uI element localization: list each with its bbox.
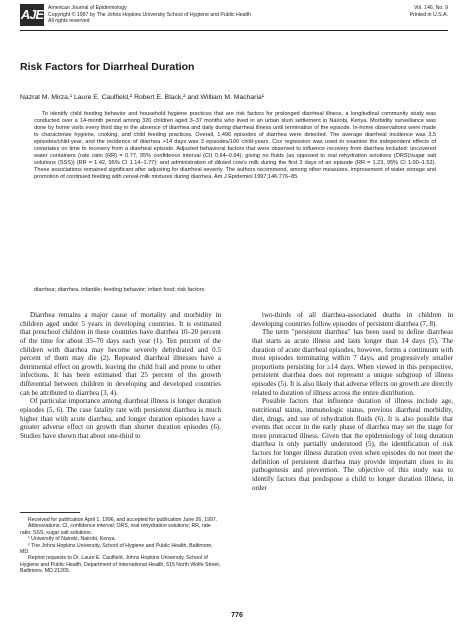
paragraph: two-thirds of all diarrhea-associated deaths in children in developing countries follow episodes of persistent diarrhea (7, 8).	[252, 311, 453, 328]
footnotes	[20, 517, 221, 575]
paragraph: The term "persistent diarrhea" has been used to define diarrheas that starts as acute illness and lasts longer than 14 days (5). The duration of acute diarrheal episodes, however, forms a continuum with most episodes terminating within 7 days, and progressively smaller proportions persisting for ≥14 days. When viewed in this perspective, persistent diarrhea does not represent a unique subgroup of illness episodes (5). It is also likely that adverse effects on growth are directly related to duration of illness across the entire distribution.	[252, 328, 453, 397]
footnote: Reprint requests to Dr. Laure E. Caulfield, Johns Hopkins University, School of Hygiene and Public Health, Department of International Health, 615 North Wolfe Street, Baltimore, MD 21205.	[20, 555, 221, 575]
printed-in: Printed in U.S.A.	[409, 11, 448, 18]
body-column-left	[20, 311, 221, 440]
page-number: 776	[231, 612, 243, 619]
volume-info	[410, 5, 448, 18]
author-list: Nazrat M. Mirza,¹ Laure E. Caulfield,² Robert E. Black,² and William M. Macharia¹	[20, 94, 265, 101]
copyright-line: Copyright © 1997 by The Johns Hopkins University School of Hygiene and Public Health	[48, 11, 251, 18]
keywords: diarrhea; diarrhea, infantile; feeding behavior; infant food; risk factors	[34, 287, 205, 293]
journal-name: American Journal of Epidemiology	[48, 5, 127, 11]
body-column-right	[252, 311, 453, 492]
header-rule	[20, 30, 448, 31]
paragraph: Diarrhea remains a major cause of mortality and morbidity in children aged under 5 years in developing countries. It is estimated that preschool children in these countries have diarrhea 10–20 percent of the time for about 35–70 days each year (1). Ten percent of the children with diarrhea may become severely dehydrated and 0.5 percent of them may die (2). Repeated diarrheal illnesses have a detrimental effect on growth, leaving the child frail and prone to other infections. It has been estimated that 25 percent of the growth differential between children in developing and developed countries can be attributed to diarrhea (3, 4).	[20, 311, 221, 397]
volume-number: Vol. 146, No. 9	[413, 5, 448, 11]
paragraph: Of particular importance among diarrheal illness is longer duration episodes (5, 6). The case fatality rate with persistent diarrhea is much higher than with acute diarrhea, and longer duration episodes have a greater adverse effect on growth than shorter duration episodes (6). Studies have shown that about one-third to	[20, 397, 221, 440]
journal-logo: AJE	[20, 4, 44, 26]
paragraph: Possible factors that influence duration of illness include age, nutritional status, immunologic status, previous diarrheal morbidity, diet, drugs, and use of rehydration fluids (6). It is also possible that events that occur in the early phase of diarrhea may set the stage for more protracted illness. Given that the epidemiology of long duration diarrhea is only partially understood (5), the identification of risk factors for longer illness duration even when episodes do not meet the definition of persistent diarrhea may provide important clues to its pathogenesis and prevention. The objective of this study was to identify factors that predispose a child to longer duration illness, in order	[252, 397, 453, 492]
footnote: Abbreviations: CI, confidence interval; ORS, oral rehydration solutions; RR, rate ratio; SSS, sugar salt solutions.	[20, 523, 211, 536]
journal-header	[48, 5, 251, 25]
article-title: Risk Factors for Diarrheal Duration	[20, 61, 195, 73]
footnote: ² The Johns Hopkins University, School of Hygiene and Public Health, Baltimore, MD.	[20, 542, 213, 556]
footnote-rule	[20, 512, 80, 513]
footnote: ¹ University of Nairobi, Nairobi, Kenya.	[28, 536, 116, 543]
abstract	[34, 111, 436, 181]
abstract-text: To identify child feeding behavior and household hygiene practices that are risk factors for prolonged diarrheal illness, a longitudinal community study was conducted over a 14-month period among 320 children aged 3–37 months who lived in an urban slum settlement in Nairobi, Kenya. Morbidity surveillance was done by home visits every third day in the absence of diarrhea and daily during diarrheal illness until termination of the episode. In-home observations were made to characterize hygiene, cooking, and child feeding practices. Overall, 1,496 episodes of diarrhea were detected. The average diarrheal incidence was 3.5 episodes/child-year, and the incidence of diarrhea >14 days was 3 episodes/100 child-years. Cox regression was used to examine the independent effects of covariates on time to recovery from a diarrheal episode. Adjusted behavioral factors that were observed to influence recovery from diarrhea included: uncovered water containers (rate ratio (RR) = 0.77, 95% confidence interval (CI) 0.64–0.94); giving no fluids (as opposed to oral rehydration solutions (ORS)/sugar salt solutions (SSS)) (RR = 1.42, 95% CI 1.14–1.77); and administration of diluted cow's milk during the first 3 days of an episode (RR = 1.23, 95% CI 1.00–1.52). These associations remained significant after adjusting for diarrheal severity. The authors recommend, among other measures, improvement of water storage and promotion of continued feeding with cereal-milk mixtures during diarrhea. Am J Epidemiol 1997;146:776–85.	[34, 111, 436, 181]
rights-line: All rights reserved	[48, 18, 90, 25]
footnote: Received for publication April 1, 1996, and accepted for publication June 26, 1997.	[28, 517, 218, 523]
